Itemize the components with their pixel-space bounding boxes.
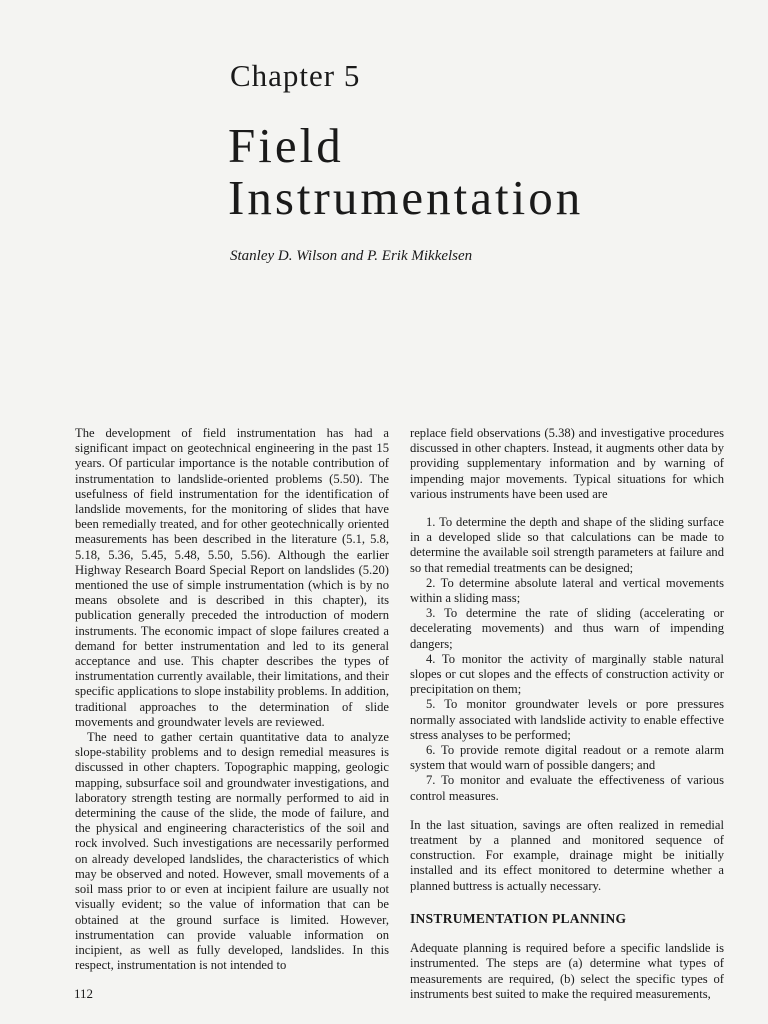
list-item: 2. To determine absolute lateral and vertical movements within a sliding mass; xyxy=(410,575,724,606)
chapter-title-line-1: Field xyxy=(228,118,344,173)
chapter-title-line-2: Instrumentation xyxy=(228,170,584,225)
list-item: 3. To determine the rate of sliding (accelerating or decelerating movements) and thus warn of impending dangers; xyxy=(410,606,724,651)
chapter-title xyxy=(228,120,583,224)
intro-paragraph: The development of field instrumentation has had a significant impact on geotechnical engineering in the past 15 years. Of particular importance is the notable contribution of instrumentation to landslide-oriented problems (5.50). The usefulness of field instrumentation for the identification of landslide movements, for the monitoring of slides that have been remedially treated, and for other geotechnically oriented measurements has been described in the literature (5.1, 5.8, 5.18, 5.36, 5.45, 5.48, 5.50, 5.56). Although the earlier Highway Research Board Special Report on landslides (5.20) mentioned the use of simple instrumentation (which is by no means obsolete and is described in this chapter), its publication generally preceded the introduction of modern instruments. The economic impact of slope failures created a demand for better instrumentation and led to its general acceptance and use. This chapter describes the types of instrumentation currently available, their limitations, and their specific applications to slope instability problems. In addition, traditional approaches to the determination of slide movements and groundwater levels are reviewed. xyxy=(75,426,389,729)
page-number: 112 xyxy=(74,986,94,1001)
left-text-column xyxy=(75,426,389,973)
list-item: 5. To monitor groundwater levels or pore pressures normally associated with landslide activity to enable effective stress analyses to be performed; xyxy=(410,697,724,742)
list-item: 1. To determine the depth and shape of the sliding surface in a developed slide so that calculations can be made to determine the available soil strength parameters at failure and so that remedial treatments can be designed; xyxy=(410,515,724,575)
chapter-label: Chapter 5 xyxy=(230,58,361,93)
body-paragraph: Adequate planning is required before a specific landslide is instrumented. The steps are (a) determine what types of measurements are required, (b) select the specific types of instruments best suited to make the required measurements, xyxy=(410,941,724,1001)
body-paragraph: replace field observations (5.38) and investigative procedures discussed in other chapters. Instead, it augments other data by providing supplementary information and by warning of impending major movements. Typical situations for which various instruments have been used are xyxy=(410,426,724,501)
list-item: 7. To monitor and evaluate the effectiveness of various control measures. xyxy=(410,773,724,803)
body-paragraph: In the last situation, savings are often realized in remedial treatment by a planned and monitored sequence of construction. For example, drainage might be initially installed and its effect monitored to determine whether a planned buttress is actually necessary. xyxy=(410,817,724,893)
right-text-column xyxy=(410,426,724,1002)
section-heading: INSTRUMENTATION PLANNING xyxy=(410,910,627,926)
list-item: 6. To provide remote digital readout or a remote alarm system that would warn of possible dangers; and xyxy=(410,743,724,773)
situations-list xyxy=(410,515,724,804)
list-item: 4. To monitor the activity of marginally stable natural slopes or cut slopes and the effects of construction activity or precipitation on them; xyxy=(410,651,724,697)
chapter-authors: Stanley D. Wilson and P. Erik Mikkelsen xyxy=(230,248,473,264)
body-paragraph: The need to gather certain quantitative data to analyze slope-stability problems and to design remedial measures is discussed in other chapters. Topographic mapping, geologic mapping, subsurface soil and groundwater investigations, and laboratory strength testing are normally performed to aid in determining the cause of the slide, the mode of failure, and the physical and engineering characteristics of the soil and rock involved. Such investigations are necessarily performed on already developed landslides, the characteristics of which may be observed and noted. However, small movements of a soil mass prior to or even at incipient failure are usually not visually evident; so the value of information that can be obtained at the ground surface is limited. However, instrumentation can provide valuable information on incipient, as well as fully developed, landslides. In this respect, instrumentation is not intended to xyxy=(75,730,389,973)
